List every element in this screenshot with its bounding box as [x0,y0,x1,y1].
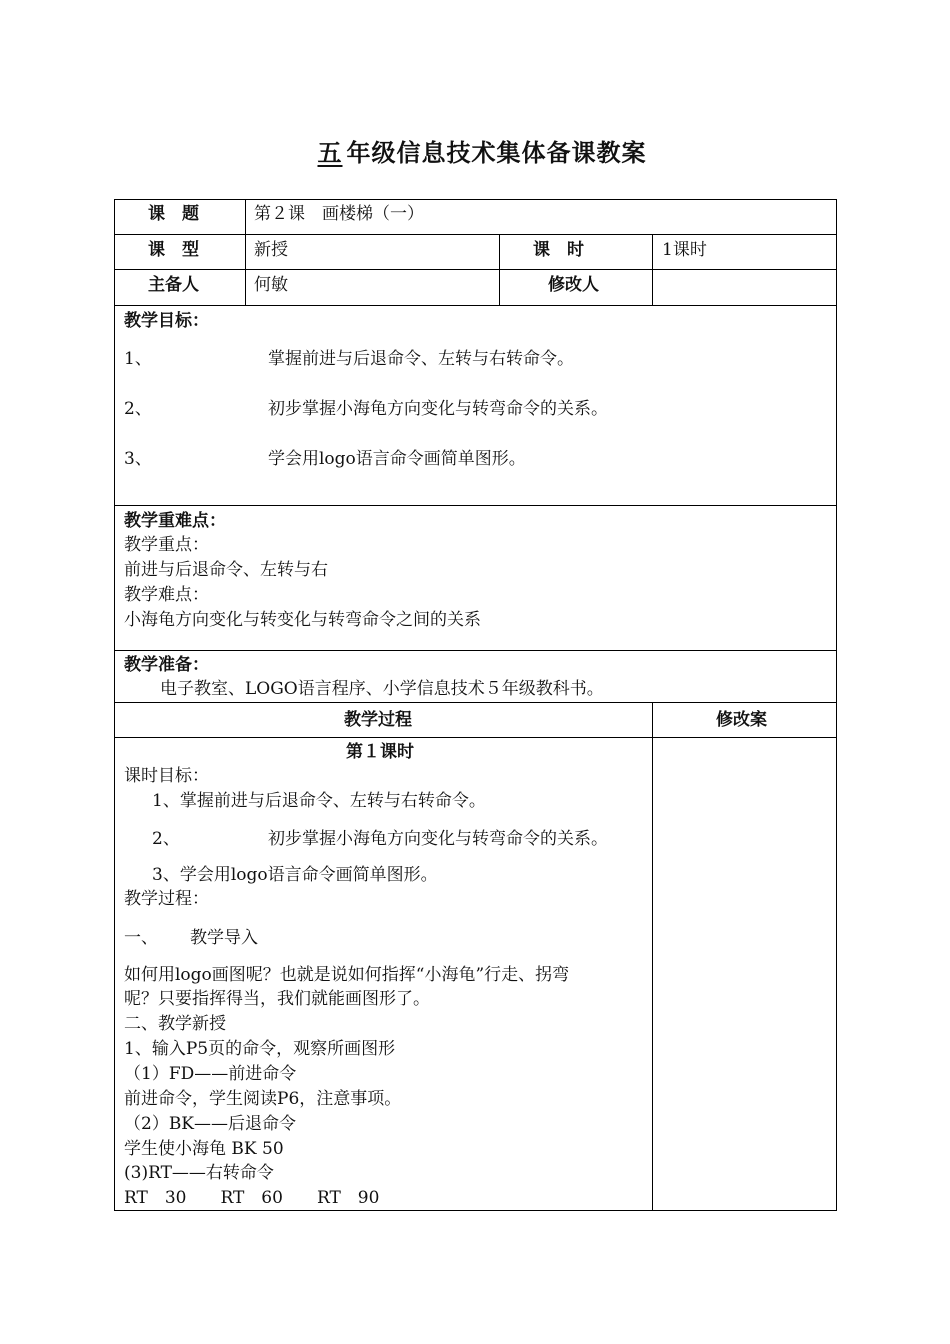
lesson-goal-number: 2、 [152,829,180,849]
process-line: RT 30 RT 60 RT 90 [124,1188,380,1208]
process-line: (3)RT——右转命令 [124,1163,274,1183]
topic-value: 第２课 画楼梯（一） [254,204,424,224]
preparer-value: 何敏 [254,275,288,295]
key-points-heading: 教学重难点： [124,511,226,531]
lesson-goal: 初步掌握小海龟方向变化与转弯命令的关系。 [268,829,608,849]
reviser-label: 修改人 [548,275,599,295]
objective-number: 2、 [124,399,152,419]
lesson-heading: 第１课时 [346,742,414,762]
objective-text: 掌握前进与后退命令、左转与右转命令。 [268,349,574,369]
hours-value: 1课时 [662,240,707,260]
process-line: 1、输入P5页的命令，观察所画图形 [124,1039,396,1059]
process-line: 学生使小海龟 BK 50 [124,1139,284,1159]
lesson-goal: 3、学会用logo语言命令画简单图形。 [152,865,438,885]
step-number: 一、 [124,928,158,948]
process-line: 呢？只要指挥得当，我们就能画图形了。 [124,989,430,1009]
process-line: 如何用logo画图呢？也就是说如何指挥“小海龟”行走、拐弯 [124,965,570,985]
table-border-bottom [114,1210,837,1211]
grade-number: 五 [317,139,343,167]
table-rule [114,269,837,270]
objective-number: 1、 [124,349,152,369]
process-line: 前进命令，学生阅读P6，注意事项。 [124,1089,402,1109]
lesson-goal: 1、掌握前进与后退命令、左转与右转命令。 [152,791,486,811]
table-rule [114,234,837,235]
table-rule [245,199,246,306]
process-line: 二、教学新授 [124,1014,226,1034]
key-points-line: 前进与后退命令、左转与右 [124,560,328,580]
table-border-right [836,199,837,1211]
title-text: 年级信息技术集体备课教案 [346,139,647,167]
table-rule [114,702,837,703]
preparer-label: 主备人 [148,275,199,295]
topic-label: 课 题 [148,204,199,224]
process-label: 教学过程： [124,889,209,909]
lesson-goals-label: 课时目标： [124,766,209,786]
table-border-top [114,199,837,200]
key-points-line: 教学重点： [124,535,209,555]
table-border-left [114,199,115,1211]
objective-text: 学会用logo语言命令画简单图形。 [268,449,526,469]
objective-text: 初步掌握小海龟方向变化与转弯命令的关系。 [268,399,608,419]
key-points-line: 教学难点： [124,585,209,605]
process-column-header: 教学过程 [344,710,412,730]
document-title [0,133,950,168]
hours-label: 课 时 [533,240,584,260]
key-points-line: 小海龟方向变化与转变化与转弯命令之间的关系 [124,610,481,630]
table-rule [114,305,837,306]
preparation-text: 电子教室、LOGO语言程序、小学信息技术５年级教科书。 [160,679,604,699]
objective-number: 3、 [124,449,152,469]
type-value: 新授 [254,240,288,260]
table-rule [652,702,653,1211]
preparation-heading: 教学准备： [124,655,209,675]
table-rule [114,505,837,506]
process-line: （1）FD——前进命令 [124,1064,297,1084]
process-line: （2）BK——后退命令 [124,1114,297,1134]
table-rule [114,650,837,651]
objectives-heading: 教学目标： [124,311,209,331]
revise-column-header: 修改案 [716,710,767,730]
table-rule [652,234,653,306]
table-rule [499,234,500,306]
step-title: 教学导入 [190,928,258,948]
type-label: 课 型 [148,240,199,260]
table-rule [114,737,837,738]
